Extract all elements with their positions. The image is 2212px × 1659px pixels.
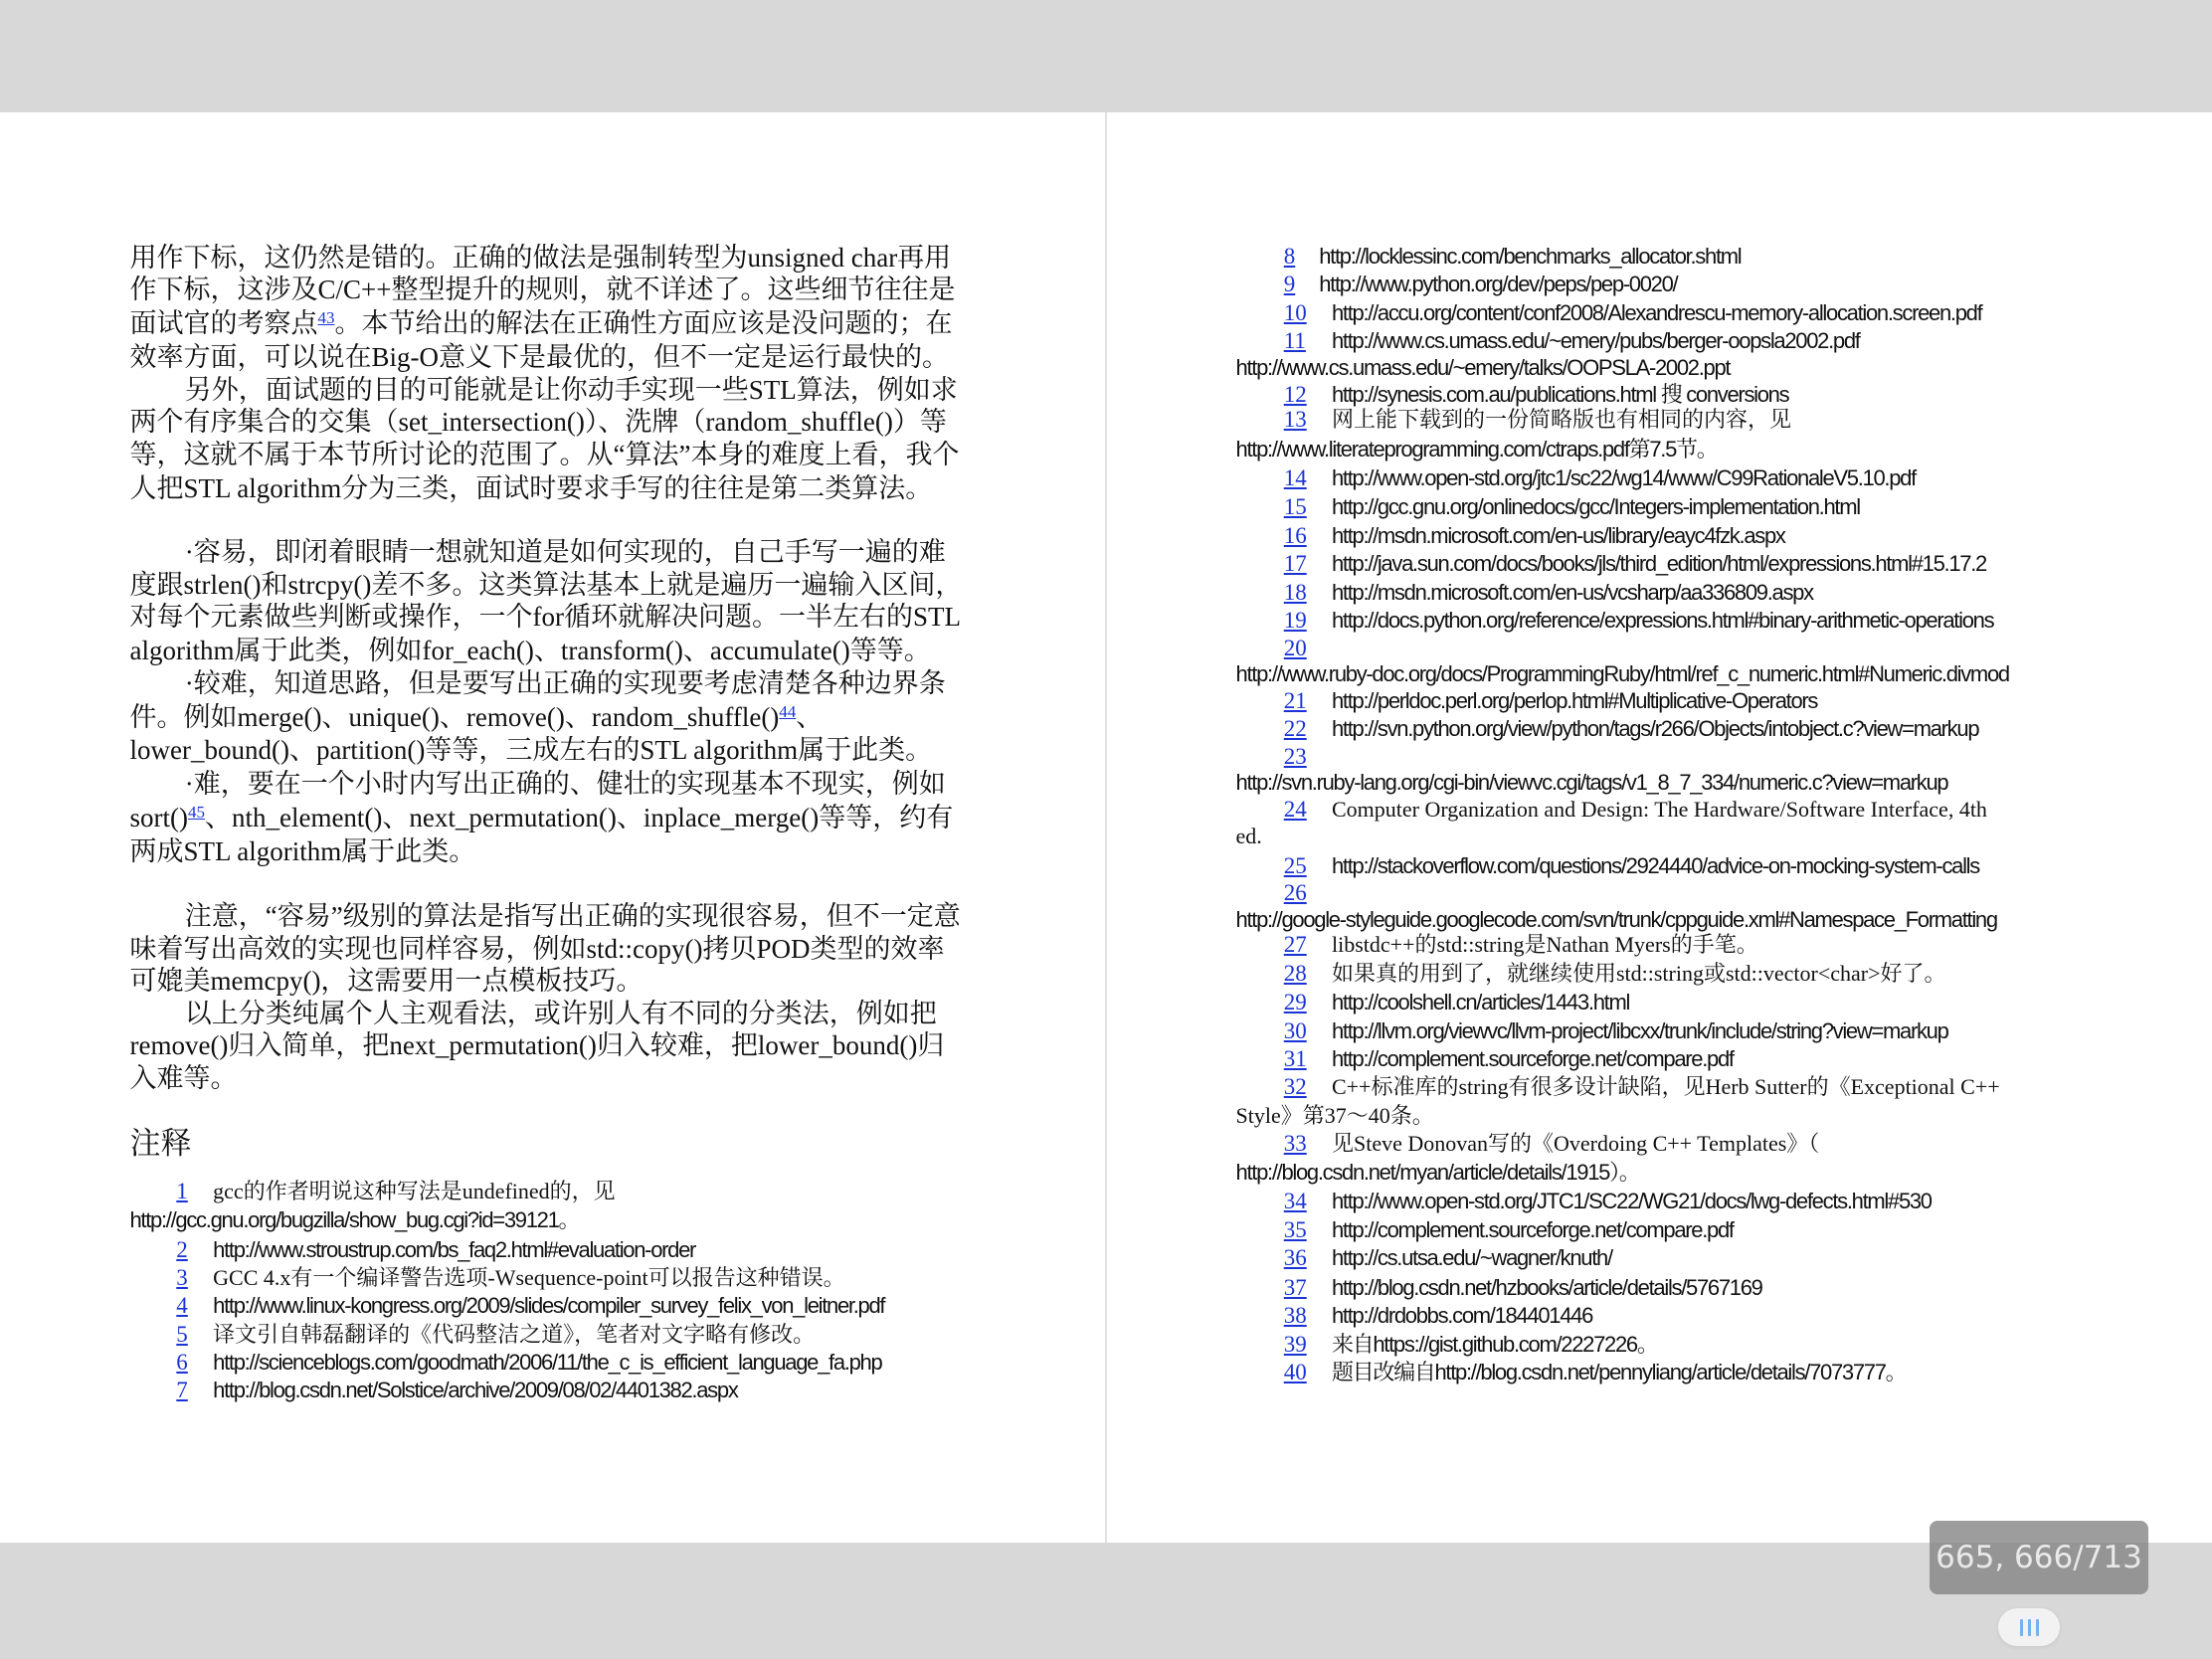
footnote-text: Computer Organization and Design: The Hardware/Software Interface, 4th	[1331, 796, 1987, 822]
footnote-text: http://perldoc.perl.org/perlop.html#Multiplicative-Operators	[1331, 687, 1818, 713]
footnote-number-link[interactable]: 30	[1283, 1017, 1307, 1043]
footnote-number-link[interactable]: 32	[1283, 1074, 1307, 1100]
footnote-text: http://www.linux-kongress.org/2009/slides/compiler_survey_felix_von_leitner.pdf	[213, 1293, 885, 1319]
footnote-number-link[interactable]: 12	[1283, 381, 1307, 407]
notes-heading: 注释	[129, 1125, 192, 1161]
footnote-text: http://docs.python.org/reference/expressions.html#binary-arithmetic-operations	[1331, 607, 1994, 633]
footnote-number-link[interactable]: 17	[1283, 551, 1307, 577]
footnote-number-link[interactable]: 6	[176, 1349, 188, 1375]
text-segment: 对每个元素做些判断或操作，一个for循环就解决问题。一半左右的STL	[129, 602, 961, 633]
left-page	[0, 112, 1105, 1543]
footnote-number-link[interactable]: 7	[176, 1378, 188, 1403]
footnote-number-link[interactable]: 15	[1283, 494, 1307, 520]
footnote-text: http://llvm.org/viewvc/llvm-project/libcxx/trunk/include/string?view=markup	[1331, 1017, 1948, 1043]
footnote-text: http://stackoverflow.com/questions/2924440/advice-on-mocking-system-calls	[1331, 852, 1979, 878]
body-text-line	[129, 802, 953, 834]
footnote-text: http://www.python.org/dev/peps/pep-0020/	[1319, 272, 1678, 297]
text-segment: 、	[796, 701, 824, 732]
text-segment: 注意，“容易”级别的算法是指写出正确的实现很容易，但不一定意	[184, 900, 961, 931]
footnote-number-link[interactable]: 36	[1283, 1245, 1307, 1271]
footnote-text: http://www.open-std.org/jtc1/sc22/wg14/www/C99RationaleV5.10.pdf	[1331, 464, 1916, 490]
footnote-text: 题目改编自http://blog.csdn.net/pennyliang/article/details/7073777。	[1331, 1359, 1907, 1384]
body-text-line	[129, 701, 823, 734]
footnote-number-link[interactable]: 14	[1283, 464, 1307, 490]
body-text-line	[129, 635, 930, 667]
body-text-line	[129, 734, 932, 767]
footnote-continuation: http://www.cs.umass.edu/~emery/talks/OOPSLA-2002.ppt	[1235, 355, 1731, 381]
footnote-number-link[interactable]: 23	[1283, 744, 1307, 770]
body-text-line	[129, 965, 643, 998]
text-segment: 等，这就不属于本节所讨论的范围了。从“算法”本身的难度上看，我个	[129, 440, 960, 470]
footnote-number-link[interactable]: 16	[1283, 522, 1307, 548]
footnote-text: libstdc++的std::string是Nathan Myers的手笔。	[1331, 932, 1758, 958]
footnote-text: C++标准库的string有很多设计缺陷，见Herb Sutter的《Exceptional C++	[1331, 1074, 2000, 1100]
text-segment: sort()	[129, 802, 188, 832]
footnote-text: 见Steve Donovan写的《Overdoing C++ Templates》（	[1331, 1131, 1820, 1157]
body-text-line	[129, 569, 962, 602]
body-text-line	[129, 307, 952, 340]
footnote-text: GCC 4.x有一个编译警告选项-Wsequence-point可以报告这种错误。	[213, 1264, 845, 1290]
footnote-number-link[interactable]: 5	[176, 1321, 188, 1347]
body-text-line	[129, 274, 955, 306]
text-segment: 以上分类纯属个人主观看法，或许别人有不同的分类法，例如把	[184, 998, 937, 1028]
footnote-text: http://locklessinc.com/benchmarks_allocator.shtml	[1319, 243, 1742, 269]
body-text-line	[185, 768, 946, 801]
body-text-line	[129, 933, 944, 966]
footnote-number-link[interactable]: 33	[1283, 1131, 1307, 1157]
footnote-number-link[interactable]: 40	[1283, 1359, 1307, 1384]
footnote-continuation: ed.	[1235, 823, 1262, 848]
body-text-line	[185, 900, 961, 933]
text-segment: 入难等。	[129, 1063, 238, 1094]
body-text-line	[129, 1062, 237, 1095]
body-text-line	[185, 374, 958, 407]
footnote-text: 译文引自韩磊翻译的《代码整洁之道》，笔者对文字略有修改。	[213, 1321, 816, 1347]
footnote-text: http://blog.csdn.net/Solstice/archive/2009/08/02/4401382.aspx	[213, 1378, 738, 1403]
page-indicator: 665, 666/713	[1930, 1521, 2148, 1594]
body-text-line	[185, 536, 946, 569]
footnote-ref-link[interactable]: 43	[317, 308, 335, 328]
footnote-text: http://scienceblogs.com/goodmath/2006/11/the_c_is_efficient_language_fa.php	[213, 1349, 882, 1375]
footnote-continuation: http://google-styleguide.googlecode.com/svn/trunk/cppguide.xml#Namespace_Formatting	[1235, 906, 1997, 932]
body-text-line	[129, 835, 475, 868]
footnote-text: http://coolshell.cn/articles/1443.html	[1331, 990, 1630, 1015]
footnote-number-link[interactable]: 21	[1283, 687, 1307, 713]
footnote-text: http://msdn.microsoft.com/en-us/vcsharp/aa336809.aspx	[1331, 579, 1813, 605]
footnote-text: http://complement.sourceforge.net/compare.pdf	[1331, 1046, 1734, 1072]
footnote-number-link[interactable]: 31	[1283, 1046, 1307, 1072]
text-segment: 味着写出高效的实现也同样容易，例如std::copy()拷贝POD类型的效率	[129, 933, 945, 964]
footnote-text: 网上能下载到的一份简略版也有相同的内容，见	[1331, 407, 1791, 433]
text-segment: 度跟strlen()和strcpy()差不多。这类算法基本上就是遍历一遍输入区间，	[129, 569, 963, 600]
scroll-handle[interactable]	[1998, 1608, 2060, 1646]
footnote-continuation: http://www.ruby-doc.org/docs/ProgrammingRuby/html/ref_c_numeric.html#Numeric.divmod	[1235, 660, 2009, 686]
body-text-line	[185, 998, 937, 1030]
footnote-number-link[interactable]: 8	[1283, 243, 1296, 269]
bottom-bar	[0, 1543, 2212, 1659]
grip-line-icon	[2028, 1619, 2031, 1636]
footnote-text: http://gcc.gnu.org/onlinedocs/gcc/Integers-implementation.html	[1331, 494, 1860, 520]
text-segment: ·容易，即闭着眼睛一想就知道是如何实现的，自己手写一遍的难	[184, 536, 946, 567]
footnote-number-link[interactable]: 37	[1283, 1274, 1307, 1300]
footnote-text: gcc的作者明说这种写法是undefined的，见	[213, 1179, 616, 1204]
footnote-number-link[interactable]: 22	[1283, 716, 1307, 742]
text-segment: 面试官的考察点	[129, 308, 318, 339]
text-segment: 、nth_element()、next_permutation()、inplace_merge()等等，约有	[204, 802, 954, 832]
footnote-number-link[interactable]: 19	[1283, 607, 1307, 633]
footnote-continuation: Style》第37～40条。	[1235, 1102, 1434, 1128]
text-segment: 另外，面试题的目的可能就是让你动手实现一些STL算法，例如求	[184, 374, 958, 405]
text-segment: algorithm属于此类，例如for_each()、transform()、accumulate()等等。	[129, 636, 931, 666]
footnote-text: http://svn.python.org/view/python/tags/r266/Objects/intobject.c?view=markup	[1331, 716, 1979, 742]
footnote-number-link[interactable]: 26	[1283, 879, 1307, 905]
right-page	[1107, 112, 2212, 1543]
body-text-line	[129, 341, 949, 374]
text-segment: 件。例如merge()、unique()、remove()、random_shuffle()	[129, 701, 780, 732]
footnote-ref-link[interactable]: 44	[779, 701, 797, 721]
body-text-line	[129, 242, 951, 275]
top-toolbar-area	[0, 0, 2212, 112]
text-segment: 用作下标，这仍然是错的。正确的做法是强制转型为unsigned char再用	[129, 242, 952, 273]
footnote-ref-link[interactable]: 45	[187, 802, 205, 822]
footnote-text: http://www.cs.umass.edu/~emery/pubs/berger-oopsla2002.pdf	[1331, 328, 1860, 354]
footnote-continuation: http://www.literateprogramming.com/ctraps.pdf第7.5节。	[1235, 437, 1718, 462]
body-text-line	[129, 472, 932, 505]
footnote-number-link[interactable]: 10	[1283, 299, 1307, 325]
text-segment: 作下标，这涉及C/C++整型提升的规则，就不详述了。这些细节往往是	[129, 275, 956, 305]
footnote-text: http://java.sun.com/docs/books/jls/third_edition/html/expressions.html#15.17.2	[1331, 551, 1986, 577]
text-segment: 可媲美memcpy()，这需要用一点模板技巧。	[129, 966, 644, 997]
body-text-line	[129, 406, 946, 439]
body-text-line	[129, 601, 960, 634]
footnote-text: http://msdn.microsoft.com/en-us/library/eayc4fzk.aspx	[1331, 522, 1785, 548]
text-segment: 两成STL algorithm属于此类。	[129, 835, 476, 866]
footnote-number-link[interactable]: 34	[1283, 1189, 1307, 1214]
footnote-text: 如果真的用到了，就继续使用std::string或std::vector<char>好了。	[1331, 960, 1946, 986]
text-segment: remove()归入简单，把next_permutation()归入较难，把lower_bound()归	[129, 1030, 945, 1061]
footnote-number-link[interactable]: 9	[1283, 272, 1296, 297]
footnote-number-link[interactable]: 3	[176, 1264, 188, 1290]
footnote-number-link[interactable]: 20	[1283, 636, 1307, 661]
body-text-line	[129, 1029, 944, 1062]
footnote-number-link[interactable]: 27	[1283, 932, 1307, 958]
footnote-number-link[interactable]: 39	[1283, 1331, 1307, 1357]
footnote-number-link[interactable]: 35	[1283, 1216, 1307, 1242]
footnote-text: http://complement.sourceforge.net/compare.pdf	[1331, 1216, 1734, 1242]
footnote-text: http://drdobbs.com/184401446	[1331, 1303, 1593, 1329]
text-segment: 效率方面，可以说在Big-O意义下是最优的，但不一定是运行最快的。	[129, 342, 949, 373]
footnote-number-link[interactable]: 28	[1283, 960, 1307, 986]
footnote-continuation: http://svn.ruby-lang.org/cgi-bin/viewvc.cgi/tags/v1_8_7_334/numeric.c?view=markup	[1235, 770, 1948, 796]
grip-line-icon	[2036, 1619, 2039, 1636]
footnote-number-link[interactable]: 38	[1283, 1303, 1307, 1329]
footnote-continuation: http://blog.csdn.net/myan/article/details/1915）。	[1235, 1159, 1640, 1185]
footnote-number-link[interactable]: 24	[1283, 796, 1307, 822]
footnote-number-link[interactable]: 1	[176, 1179, 188, 1204]
text-segment: ·难，要在一个小时内写出正确的、健壮的实现基本不现实，例如	[184, 768, 946, 799]
footnote-number-link[interactable]: 2	[176, 1236, 188, 1262]
body-text-line	[129, 439, 959, 471]
footnote-number-link[interactable]: 11	[1283, 328, 1306, 354]
text-segment: 两个有序集合的交集（set_intersection()）、洗牌（random_shuffle()）等	[129, 407, 947, 438]
footnote-text: http://blog.csdn.net/hzbooks/article/details/5767169	[1331, 1274, 1762, 1300]
footnote-text: http://www.stroustrup.com/bs_faq2.html#evaluation-order	[213, 1236, 696, 1262]
grip-line-icon	[2020, 1619, 2023, 1636]
footnote-text: http://www.open-std.org/JTC1/SC22/WG21/docs/lwg-defects.html#530	[1331, 1189, 1932, 1214]
footnote-number-link[interactable]: 29	[1283, 990, 1307, 1015]
footnote-text: http://cs.utsa.edu/~wagner/knuth/	[1331, 1245, 1612, 1271]
footnote-text: http://accu.org/content/conf2008/Alexandrescu-memory-allocation.screen.pdf	[1331, 299, 1982, 325]
footnote-number-link[interactable]: 4	[176, 1293, 188, 1319]
footnote-number-link[interactable]: 18	[1283, 579, 1307, 605]
body-text-line	[185, 667, 946, 700]
text-segment: lower_bound()、partition()等等，三成左右的STL algorithm属于此类。	[129, 734, 933, 765]
footnote-number-link[interactable]: 25	[1283, 852, 1307, 878]
footnote-text: http://synesis.com.au/publications.html 搜 conversions	[1331, 381, 1789, 407]
text-segment: 。本节给出的解法在正确性方面应该是没问题的；在	[334, 308, 953, 339]
footnote-number-link[interactable]: 13	[1283, 407, 1307, 433]
footnote-continuation: http://gcc.gnu.org/bugzilla/show_bug.cgi?id=39121。	[129, 1206, 580, 1232]
footnote-text: 来自https://gist.github.com/2227226。	[1331, 1331, 1658, 1357]
text-segment: ·较难，知道思路，但是要写出正确的实现要考虑清楚各种边界条	[184, 667, 946, 698]
text-segment: 人把STL algorithm分为三类，面试时要求手写的往往是第二类算法。	[129, 473, 933, 504]
